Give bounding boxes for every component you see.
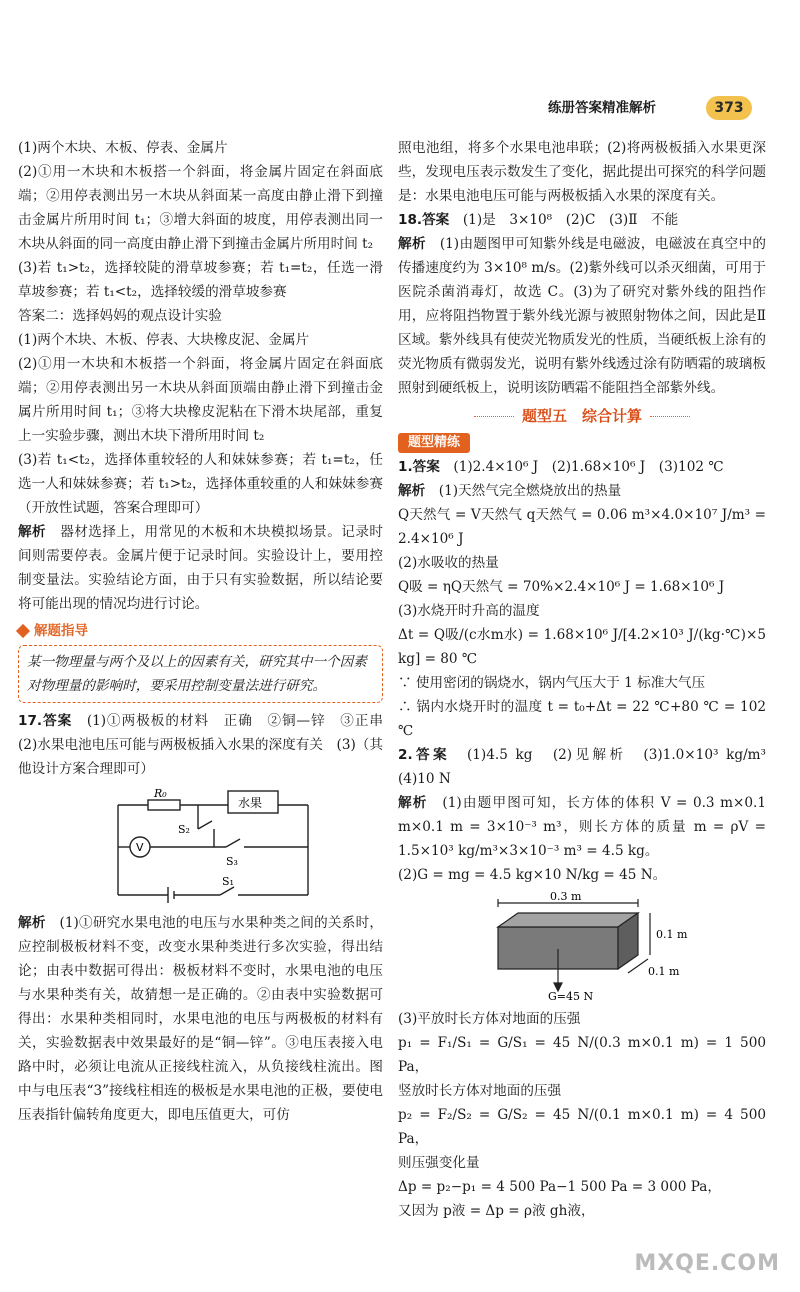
question-18-explanation: [398, 232, 766, 400]
answer-text: (1)①两极板的材料 正确 ②铜—锌 ③正串 (2)水果电池电压可能与两极板插入水果的深度有关 (3)（其他设计方案合理即可）: [18, 713, 397, 777]
circuit-label-r0: R₀: [154, 787, 167, 800]
explanation-line: 则压强变化量: [398, 1155, 480, 1171]
formula-line: ∴ 锅内水烧开时的温度 t = t₀+Δt = 22 ℃+80 ℃ = 102 ℃: [398, 699, 766, 739]
explanation-label: 解析: [18, 915, 46, 931]
answer-label: 答案: [412, 747, 450, 763]
circuit-label-s1: S₁: [222, 875, 234, 888]
formula-line: Q吸 = ηQ天然气 = 70%×2.4×10⁶ J = 1.68×10⁶ J: [398, 579, 725, 595]
subsection-badge: 题型精练: [398, 433, 470, 453]
answer-line: (1)两个木块、木板、停表、金属片: [18, 140, 228, 156]
question-17-explanation: [18, 911, 383, 1127]
circuit-label-fruit: 水果: [238, 796, 263, 810]
answer-paragraph: (2)①用一木块和木板搭一个斜面，将金属片固定在斜面底端；②用停表测出另一木块从斜面顶端由静止滑下到撞击金属片所用时间 t₁；③将大块橡皮泥粘在下滑木块尾部，重复上一实验步骤，测出木块下滑所用时间 t₂: [18, 356, 383, 444]
question-number: 18.: [398, 212, 423, 228]
explanation-label: 解析: [398, 483, 426, 499]
question-1-answer: [398, 455, 766, 479]
answer-text: (1)是 3×10⁸ (2)C (3)Ⅱ 不能: [462, 212, 679, 228]
gravity-label: G=45 N: [548, 990, 594, 1003]
explanation-paragraph: [18, 520, 383, 616]
explanation-text: (1)天然气完全燃烧放出的热量: [438, 483, 622, 499]
watermark-logo: MXQE.COM: [634, 1251, 780, 1276]
explanation-text: 器材选择上，用常见的木板和木块模拟场景。记录时间则需要停表。金属片便于记录时间。实验设计上，要用控制变量法。实验结论方面，由于只有实验数据，所以结论要将可能出现的情况均进行讨论。: [18, 524, 384, 612]
question-number: 1.: [398, 459, 413, 475]
formula-line: 又因为 p液 = Δp = ρ液 gh液，: [398, 1203, 595, 1219]
formula-line: (2)G = mg = 4.5 kg×10 N/kg = 45 N。: [398, 867, 667, 883]
circuit-label-s3: S₃: [226, 855, 238, 868]
answer-label: 答案: [412, 459, 440, 475]
explanation-line: ∵ 使用密闭的锅烧水，锅内气压大于 1 标准大气压: [398, 675, 706, 691]
answer-label: 答案: [422, 212, 450, 228]
answer-line: 答案二：选择妈妈的观点设计实验: [18, 308, 222, 324]
explanation-line: (3)水烧开时升高的温度: [398, 603, 540, 619]
circuit-label-s2: S₂: [178, 823, 190, 836]
explanation-label: 解析: [398, 795, 428, 811]
question-1-explanation: [398, 479, 766, 503]
question-2-answer: [398, 743, 780, 791]
right-column: [398, 136, 780, 1236]
explanation-text: (1)由题甲图可知，长方体的体积 V = 0.3 m×0.1 m×0.1 m = 3×10⁻³ m³，则长方体的质量 m = ρV = 1.5×10³ kg/m³×3×10⁻³ m³ = 4.5 kg。: [398, 795, 767, 859]
explanation-line: (2)水吸收的热量: [398, 555, 499, 571]
answer-text: (1)4.5 kg (2)见解析 (3)1.0×10³ kg/m³ (4)10 N: [398, 747, 780, 787]
page-header-title: 练册答案精准解析: [548, 100, 656, 116]
left-column: [18, 136, 397, 1256]
answer-paragraph: (2)①用一木块和木板搭一个斜面，将金属片固定在斜面底端；②用停表测出另一木块从斜面某一高度由静止滑下到撞击金属片所用时间 t₁；③增大斜面的坡度，用停表测出同一木块从斜面的同一高度由静止滑下到撞击金属片所用时间 t₂: [18, 164, 383, 252]
cuboid-length-label: 0.3 m: [550, 890, 582, 903]
question-18-answer: [398, 208, 766, 232]
answer-line: (1)两个木块、木板、停表、大块橡皮泥、金属片: [18, 332, 310, 348]
answer-paragraph: 照电池组，将多个水果电池串联；(2)将两极板插入水果更深些，发现电压表示数发生了变化，据此提出可探究的科学问题是：水果电池电压可能与两极板插入水果的深度有关。: [398, 140, 766, 204]
answer-text: (1)2.4×10⁶ J (2)1.68×10⁶ J (3)102 ℃: [453, 459, 724, 475]
cuboid-width-label: 0.1 m: [648, 965, 680, 978]
question-number: 2.: [398, 747, 413, 763]
explanation-label: 解析: [18, 524, 47, 540]
formula-line: Δt = Q吸/(c水m水) = 1.68×10⁶ J/[4.2×10³ J/(kg·℃)×5 kg] = 80 ℃: [398, 627, 766, 667]
circuit-label-v: V: [136, 841, 144, 854]
answer-label: 答案: [42, 713, 73, 729]
question-number: 17.: [18, 713, 43, 729]
answer-paragraph: (3)若 t₁>t₂，选择较陡的滑草坡参赛；若 t₁=t₂，任选一滑草坡参赛；若 t₁<t₂，选择较缓的滑草坡参赛: [18, 260, 383, 300]
explanation-label: 解析: [398, 236, 426, 252]
formula-line: Δp = p₂−p₁ = 4 500 Pa−1 500 Pa = 3 000 Pa，: [398, 1179, 721, 1195]
explanation-text: (1)由题图甲可知紫外线是电磁波，电磁波在真空中的传播速度约为 3×10⁸ m/s。(2)紫外线可以杀灭细菌，可用于医院杀菌消毒灯，故选 C。(3)为了研究对紫外线的阻挡作用，应将阻挡物置于紫外线光源与被照射物体之间，因此是Ⅱ区域。紫外线具有使荧光物质发光的性质，当硬纸板上涂有的荧光物质有微弱发光，说明有紫外线透过涂有防晒霜的玻璃板照射到硬纸板上，说明该防晒霜不能阻挡全部紫外线。: [398, 236, 766, 396]
tip-header: 解题指导: [18, 620, 88, 642]
page-number-badge: 373: [706, 96, 752, 120]
answer-paragraph: (3)若 t₁<t₂，选择体重较轻的人和妹妹参赛；若 t₁=t₂，任选一人和妹妹参赛；若 t₁>t₂，选择体重较重的人和妹妹参赛（开放性试题，答案合理即可）: [18, 452, 383, 516]
question-17-answer: [18, 709, 397, 781]
cuboid-diagram: [468, 891, 708, 1001]
tip-text: 某一物理量与两个及以上的因素有关，研究其中一个因素对物理量的影响时，要采用控制变量法进行研究。: [27, 654, 367, 694]
formula-line: p₂ = F₂/S₂ = G/S₂ = 45 N/(0.1 m×0.1 m) = 4 500 Pa，: [398, 1107, 766, 1147]
formula-line: p₁ = F₁/S₁ = G/S₁ = 45 N/(0.3 m×0.1 m) = 1 500 Pa，: [398, 1035, 766, 1075]
explanation-text: (1)①研究水果电池的电压与水果种类之间的关系时，应控制极板材料不变，改变水果种类进行多次实验，得出结论；由表中数据可得出：极板材料不变时，水果电池的电压与水果种类有关，故猜想一是正确的。②由表中实验数据可得出：水果种类相同时，水果电池的电压与两极板的材料有关，实验数据表中效果最好的是“铜—锌”。③电压表接入电路中时，必须让电流从正接线柱流入，从负接线柱流出。图中与电压表“3”接线柱相连的极板是水果电池的正极，要使电压表指针偏转角度更大，即电压值更大，可仿: [18, 915, 384, 1123]
cuboid-height-label: 0.1 m: [656, 928, 688, 941]
formula-line: Q天然气 = V天然气 q天然气 = 0.06 m³×4.0×10⁷ J/m³ = 2.4×10⁶ J: [398, 507, 766, 547]
circuit-diagram: [108, 785, 328, 905]
explanation-line: (3)平放时长方体对地面的压强: [398, 1011, 581, 1027]
question-2-explanation: [398, 791, 766, 863]
section-title: 题型五 综合计算: [398, 404, 766, 428]
tip-box: [18, 645, 383, 703]
explanation-line: 竖放时长方体对地面的压强: [398, 1083, 562, 1099]
